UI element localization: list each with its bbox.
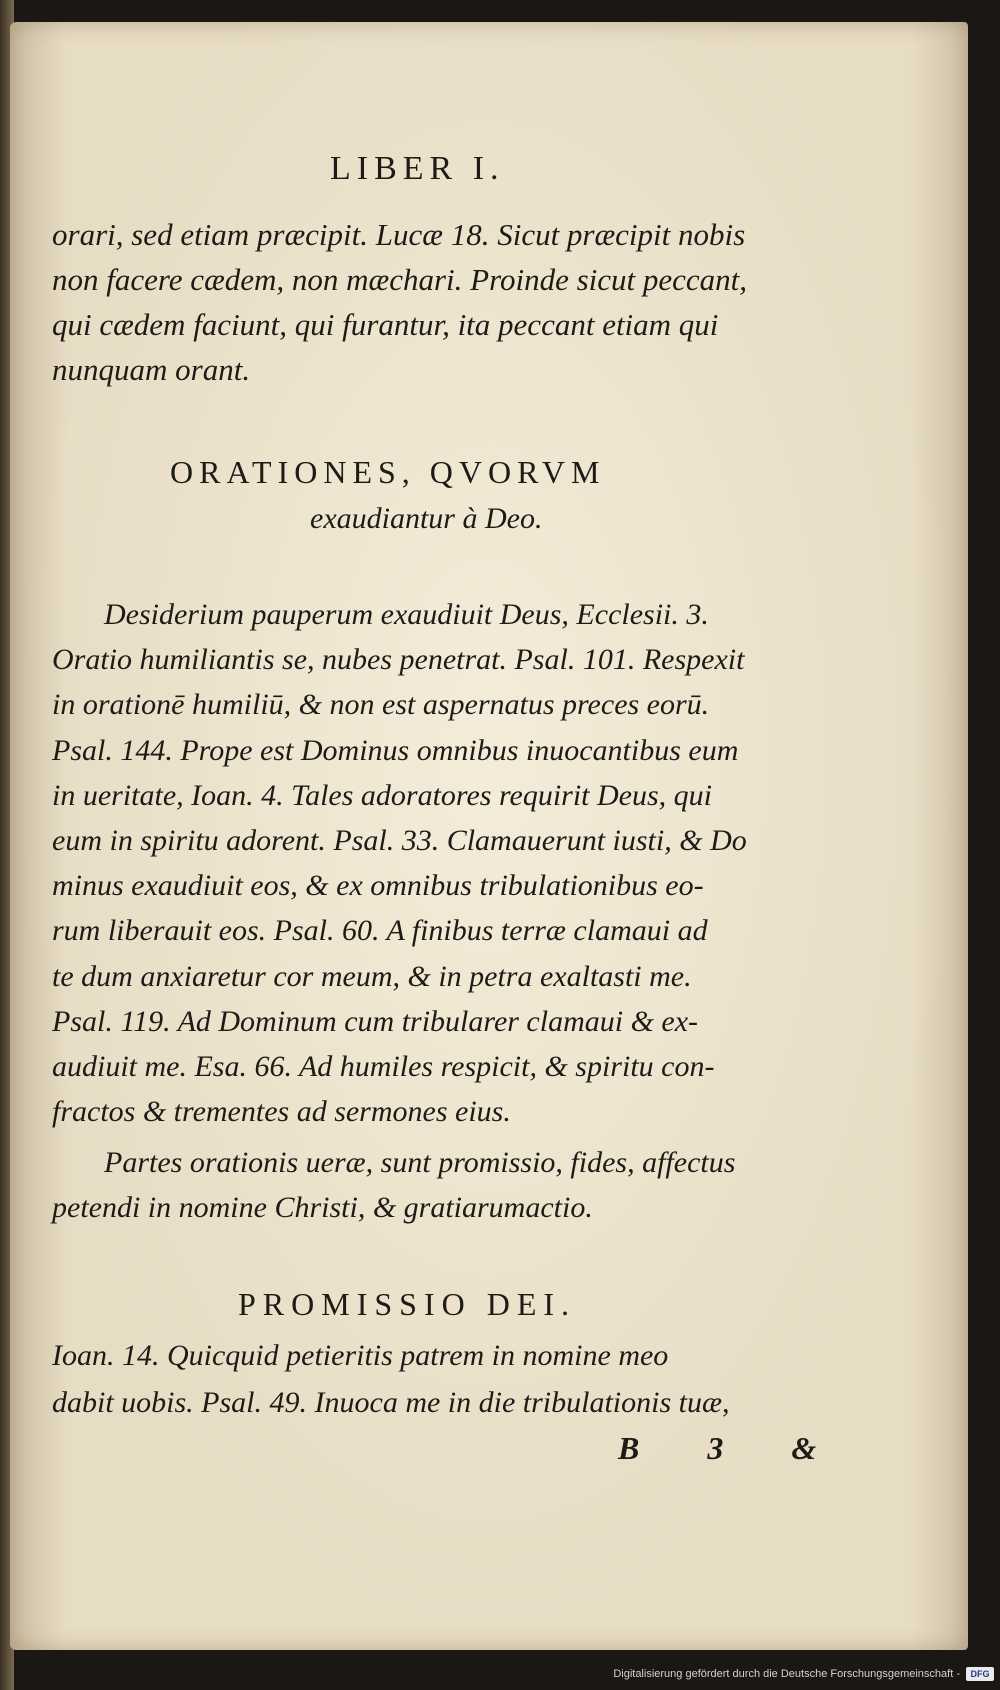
text-line: rum liberauit eos. Psal. 60. A finibus terræ clamaui ad — [52, 914, 708, 948]
paragraph-2 — [52, 1140, 842, 1230]
text-line: fractos & trementes ad sermones eius. — [52, 1095, 511, 1129]
intro-text — [52, 212, 842, 392]
section-heading: ORATIONES, QVORVM — [170, 454, 606, 490]
dfg-logo: DFG — [966, 1667, 994, 1681]
book-page — [10, 22, 968, 1650]
text-line: in ueritate, Ioan. 4. Tales adoratores requirit Deus, qui — [52, 778, 712, 812]
text-line: non facere cædem, non mæchari. Proinde sicut peccant, — [52, 262, 748, 297]
text-line: petendi in nomine Christi, & gratiarumactio. — [52, 1191, 593, 1224]
text-line: Psal. 119. Ad Dominum cum tribularer clamaui & ex- — [52, 1004, 699, 1038]
running-head: LIBER I. — [330, 150, 505, 187]
funding-credit: Digitalisierung gefördert durch die Deutsche Forschungsgemeinschaft - — [613, 1668, 960, 1680]
text-line: Desiderium pauperum exaudiuit Deus, Ecclesii. 3. — [104, 598, 709, 631]
text-line: in orationē humiliū, & non est aspernatus preces eorū. — [52, 688, 710, 722]
text-line: Psal. 144. Prope est Dominus omnibus inuocantibus eum — [52, 733, 739, 767]
text-line: orari, sed etiam præcipit. Lucæ 18. Sicut præcipit nobis — [52, 217, 746, 252]
paragraph-1 — [52, 592, 842, 1134]
text-line: Oratio humiliantis se, nubes penetrat. Psal. 101. Respexit — [52, 643, 745, 677]
text-line: nunquam orant. — [52, 352, 251, 387]
text-line: audiuit me. Esa. 66. Ad humiles respicit, & spiritu con- — [52, 1050, 715, 1084]
footer-bar — [0, 1662, 1000, 1690]
text-line: Ioan. 14. Quicquid petieritis patrem in nomine meo — [52, 1339, 669, 1372]
text-line: te dum anxiaretur cor meum, & in petra exaltasti me. — [52, 959, 692, 993]
section-subheading: exaudiantur à Deo. — [310, 502, 543, 535]
paragraph-3 — [52, 1332, 842, 1426]
text-line: minus exaudiuit eos, & ex omnibus tribulationibus eo- — [52, 869, 704, 903]
text-line: eum in spiritu adorent. Psal. 33. Clamauerunt iusti, & Do — [52, 824, 747, 858]
text-line: dabit uobis. Psal. 49. Inuoca me in die tribulationis tuæ, — [52, 1386, 730, 1419]
signature-mark: B 3 & — [618, 1430, 847, 1466]
text-line: qui cædem faciunt, qui furantur, ita peccant etiam qui — [52, 307, 719, 342]
section-heading: PROMISSIO DEI. — [238, 1286, 577, 1322]
text-line: Partes orationis ueræ, sunt promissio, fides, affectus — [104, 1146, 736, 1179]
